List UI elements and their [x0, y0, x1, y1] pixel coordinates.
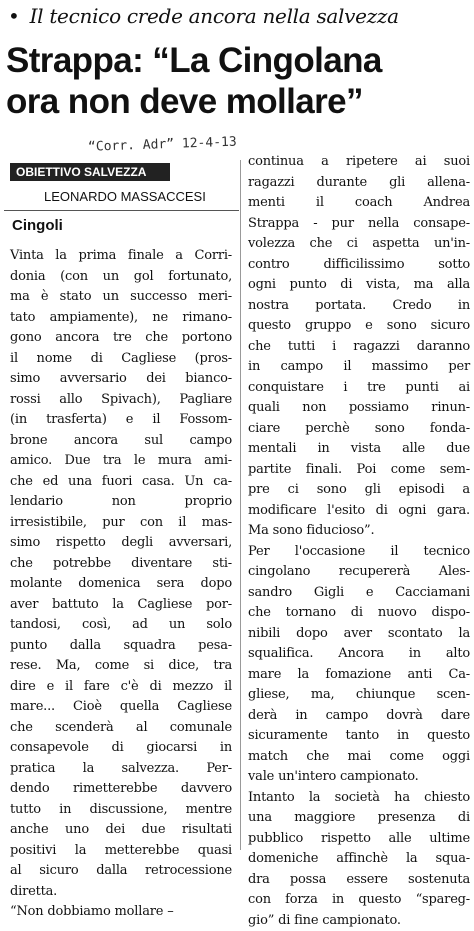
article-kicker [8, 4, 468, 28]
text-line: diretta. [10, 882, 232, 903]
text-line: mare... Cioè quella Cagliese [10, 697, 232, 718]
text-line: “Non dobbiamo mollare – [10, 902, 232, 923]
text-line: pubblico rispetto alle ultime [248, 829, 470, 850]
text-line: positivi la metterebbe quasi [10, 841, 232, 862]
text-line: pre ci sono gli episodi a [248, 480, 470, 501]
text-line: simo rispetto degli avversari, [10, 533, 232, 554]
text-line: tato ampiamente), ne rimano- [10, 308, 232, 329]
text-line: ragazzi durante gli allena- [248, 173, 470, 194]
text-line: gliese, ma, chiunque scen- [248, 685, 470, 706]
kicker-bullet: • [8, 4, 20, 28]
text-line: consapevole di giocarsi in [10, 738, 232, 759]
text-line: mare la fomazione anti Ca- [248, 665, 470, 686]
text-line: donia (con un gol fortunato, [10, 267, 232, 288]
text-line: simo avversario dei bianco- [10, 369, 232, 390]
text-line: derà in campo dovrà dare [248, 706, 470, 727]
text-line: amico. Due tra le mura ami- [10, 451, 232, 472]
text-line: anche uno dei due risultati [10, 820, 232, 841]
handwritten-source-note: “Corr. Adr” 12-4-13 [88, 134, 248, 155]
section-tag: OBIETTIVO SALVEZZA [10, 163, 170, 181]
text-line: vale un'intero campionato. [248, 767, 470, 788]
text-line: ogni punto di vista, ma alla [248, 275, 470, 296]
text-line: Per l'occasione il tecnico [248, 542, 470, 563]
headline-line-1: Strappa: “La Cingolana [6, 40, 472, 81]
text-line: molante domenica sera dopo [10, 574, 232, 595]
text-line: aver battuto la Cagliese por- [10, 595, 232, 616]
text-line: cingolano recupererà Ales- [248, 562, 470, 583]
text-line: gono ancora tre che portono [10, 328, 232, 349]
text-line: lendario non proprio [10, 492, 232, 513]
text-line: tandosi, così, ad un solo [10, 615, 232, 636]
text-line: irresistibile, pur con il mas- [10, 513, 232, 534]
text-line: dra possa essere sostenuta [248, 870, 470, 891]
text-line: il nome di Cagliese (pros- [10, 349, 232, 370]
text-line: Intanto la società ha chiesto [248, 788, 470, 809]
text-line: Vinta la prima finale a Corri- [10, 246, 232, 267]
text-line: gio” di fine campionato. [248, 911, 470, 931]
text-line: volezza che ci aspetta un'in- [248, 234, 470, 255]
article-column-2 [248, 152, 470, 931]
text-line: una maggiore presenza di [248, 808, 470, 829]
kicker-text: Il tecnico crede ancora nella salvezza [30, 4, 399, 28]
text-line: match che mai come oggi [248, 747, 470, 768]
text-line: ciare perchè sono fonda- [248, 419, 470, 440]
text-line: sandro Gigli e Cacciamani [248, 583, 470, 604]
column-divider [240, 160, 241, 850]
text-line: squalifica. Ancora in alto [248, 644, 470, 665]
text-line: che potrebbe diventare sti- [10, 554, 232, 575]
text-line: questo gruppo e sono sicuro [248, 316, 470, 337]
text-line: Strappa - pur nella consape- [248, 214, 470, 235]
text-line: ma è stato un successo meri- [10, 287, 232, 308]
byline-divider [4, 210, 239, 211]
dateline-place: Cingoli [12, 216, 212, 236]
text-line: brone ancora sul campo [10, 431, 232, 452]
text-line: Ma sono fiducioso”. [248, 521, 470, 542]
text-line: nibili dopo aver scontato la [248, 624, 470, 645]
author-byline: LEONARDO MASSACCESI [44, 188, 244, 206]
headline-line-2: ora non deve mollare” [6, 81, 472, 122]
text-line: conquistare i tre punti ai [248, 378, 470, 399]
article-column-1 [10, 246, 232, 923]
text-line: (in trasferta) e il Fossom- [10, 410, 232, 431]
text-line: nostra portata. Credo in [248, 296, 470, 317]
article-headline [6, 40, 472, 122]
text-line: contro difficilissimo sotto [248, 255, 470, 276]
text-line: partite finali. Poi come sem- [248, 460, 470, 481]
text-line: con forza in questo “spareg- [248, 890, 470, 911]
text-line: al sicuro dalla retrocessione [10, 861, 232, 882]
text-line: dire e il fare c'è di mezzo il [10, 677, 232, 698]
text-line: rossi allo Spivach), Pagliare [10, 390, 232, 411]
text-line: che tornano di nuovo dispo- [248, 603, 470, 624]
text-line: in campo il massimo per [248, 357, 470, 378]
text-line: che ed una fuori casa. Un ca- [10, 472, 232, 493]
text-line: punto dalla squadra pesa- [10, 636, 232, 657]
text-line: quali non possiamo rinun- [248, 398, 470, 419]
text-line: tutto in discussione, mentre [10, 800, 232, 821]
text-line: che scenderà al comunale [10, 718, 232, 739]
text-line: mentali in vista alle due [248, 439, 470, 460]
text-line: dendo rimetterebbe davvero [10, 779, 232, 800]
text-line: continua a ripetere ai suoi [248, 152, 470, 173]
text-line: domeniche affinchè la squa- [248, 849, 470, 870]
text-line: che tutti i ragazzi daranno [248, 337, 470, 358]
text-line: menti il coach Andrea [248, 193, 470, 214]
text-line: modificare l'esito di ogni gara. [248, 501, 470, 522]
text-line: rese. Ma, come si dice, tra [10, 656, 232, 677]
text-line: pratica la salvezza. Per- [10, 759, 232, 780]
text-line: sicuramente tanto in questo [248, 726, 470, 747]
